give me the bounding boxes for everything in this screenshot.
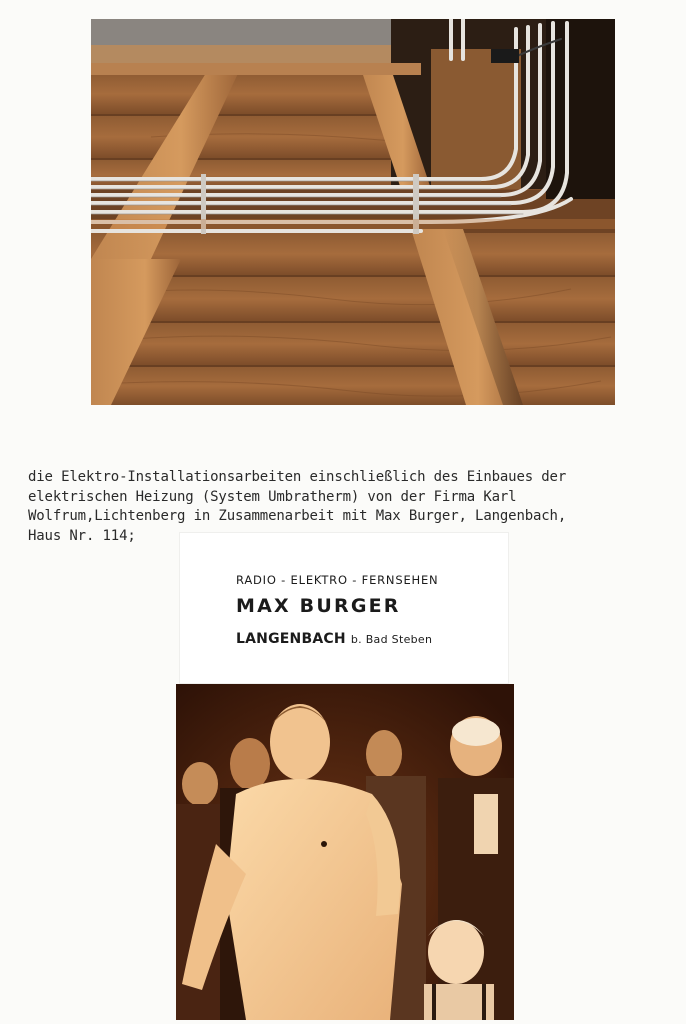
typed-line-2: elektrischen Heizung (System Umbratherm) von der Firma Karl (28, 488, 517, 505)
card-tagline: RADIO - ELEKTRO - FERNSEHEN (236, 573, 439, 587)
group-photo (176, 684, 514, 1020)
card-name: MAX BURGER (236, 595, 401, 617)
typed-line-3: Wolfrum,Lichtenberg in Zusammenarbeit mit Max Burger, Langenbach, (28, 508, 567, 524)
card-address (236, 631, 432, 647)
card-location: b. Bad Steben (350, 633, 433, 646)
typed-line-1: die Elektro-Installationsarbeiten einschließlich des Einbaues der (28, 469, 567, 485)
ceiling-wiring-photo (91, 19, 615, 405)
typed-line-4: Haus Nr. 114; (28, 527, 136, 544)
business-card (180, 533, 508, 683)
card-town: LANGENBACH (236, 631, 346, 647)
